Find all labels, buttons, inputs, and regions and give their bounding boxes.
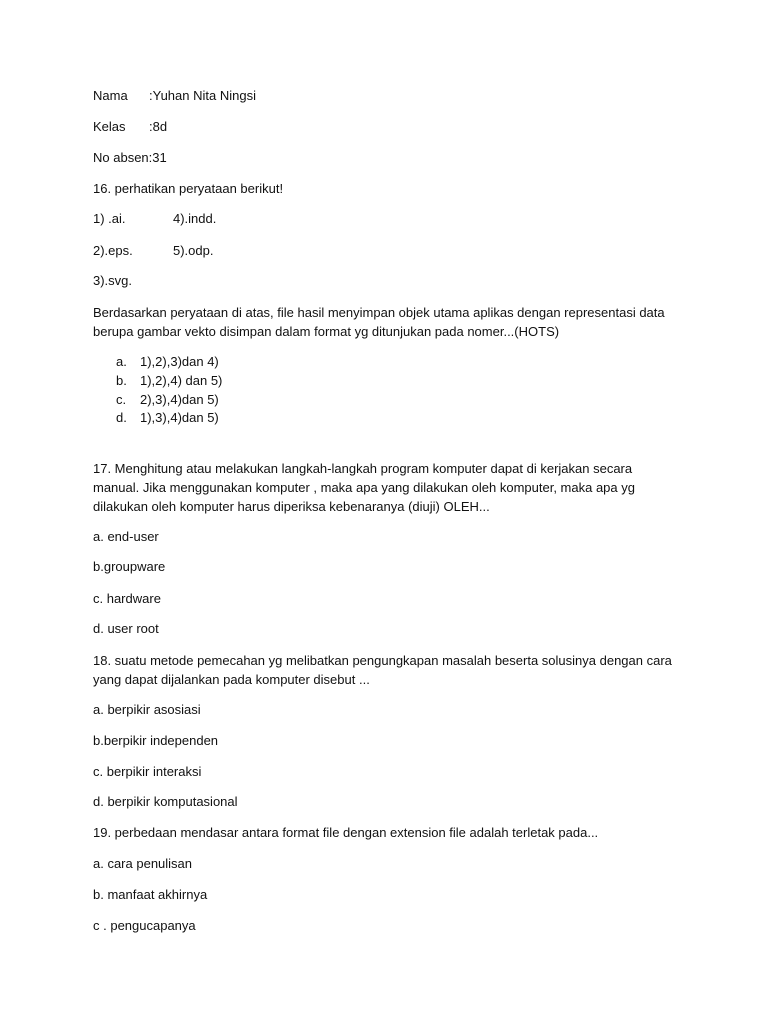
q19-option: b. manfaat akhirnya <box>93 887 208 902</box>
q17-body-line: 17. Menghitung atau melakukan langkah-langkah program komputer dapat di kerjakan secara <box>93 461 633 476</box>
q16-option-text: 1),2),3)dan 4) <box>140 354 219 369</box>
q16-item-2: 2).eps. <box>93 243 133 258</box>
q16-option-text: 2),3),4)dan 5) <box>140 392 219 407</box>
kelas-value: :8d <box>149 119 168 134</box>
q19-title: 19. perbedaan mendasar antara format file dengan extension file adalah terletak pada... <box>93 825 599 840</box>
q19-option: c . pengucapanya <box>93 918 196 933</box>
q16-body-line: Berdasarkan peryataan di atas, file hasil menyimpan objek utama aplikas dengan representasi data <box>93 305 665 320</box>
q16-option-letter: b. <box>116 373 127 388</box>
kelas-label: Kelas <box>93 119 126 134</box>
nama-value: :Yuhan Nita Ningsi <box>149 88 256 103</box>
q16-body-line: berupa gambar vekto disimpan dalam format yg ditunjukan pada nomer...(HOTS) <box>93 324 560 339</box>
absen-line: No absen:31 <box>93 150 167 165</box>
q18-body <box>93 651 673 689</box>
q16-option-letter: a. <box>116 354 127 369</box>
q19-option: a. cara penulisan <box>93 856 193 871</box>
q16-item-4: 4).indd. <box>173 211 217 226</box>
q16-option-text: 1),2),4) dan 5) <box>140 373 223 388</box>
q16-item-1: 1) .ai. <box>93 211 126 226</box>
q17-option: a. end-user <box>93 529 159 544</box>
q17-body-line: dilakukan oleh komputer harus diperiksa kebenaranya (diuji) OLEH... <box>93 499 490 514</box>
q18-body-line: 18. suatu metode pemecahan yg melibatkan pengungkapan masalah beserta solusinya dengan cara <box>93 653 672 668</box>
q18-option: b.berpikir independen <box>93 733 219 748</box>
nama-label: Nama <box>93 88 128 103</box>
q16-option-letter: d. <box>116 410 127 425</box>
q18-option: a. berpikir asosiasi <box>93 702 201 717</box>
q18-option: d. berpikir komputasional <box>93 794 238 809</box>
q17-option: b.groupware <box>93 559 166 574</box>
q16-item-3: 3).svg. <box>93 273 133 288</box>
q16-title: 16. perhatikan peryataan berikut! <box>93 181 284 196</box>
q16-option-letter: c. <box>116 392 127 407</box>
q17-option: d. user root <box>93 621 159 636</box>
q17-option: c. hardware <box>93 591 161 606</box>
q18-option: c. berpikir interaksi <box>93 764 202 779</box>
q17-body <box>93 459 673 516</box>
q17-body-line: manual. Jika menggunakan komputer , maka apa yang dilakukan oleh komputer, maka apa yg <box>93 480 635 495</box>
q16-option-text: 1),3),4)dan 5) <box>140 410 219 425</box>
q16-item-5: 5).odp. <box>173 243 214 258</box>
q16-body <box>93 303 673 341</box>
q18-body-line: yang dapat dijalankan pada komputer disebut ... <box>93 672 370 687</box>
